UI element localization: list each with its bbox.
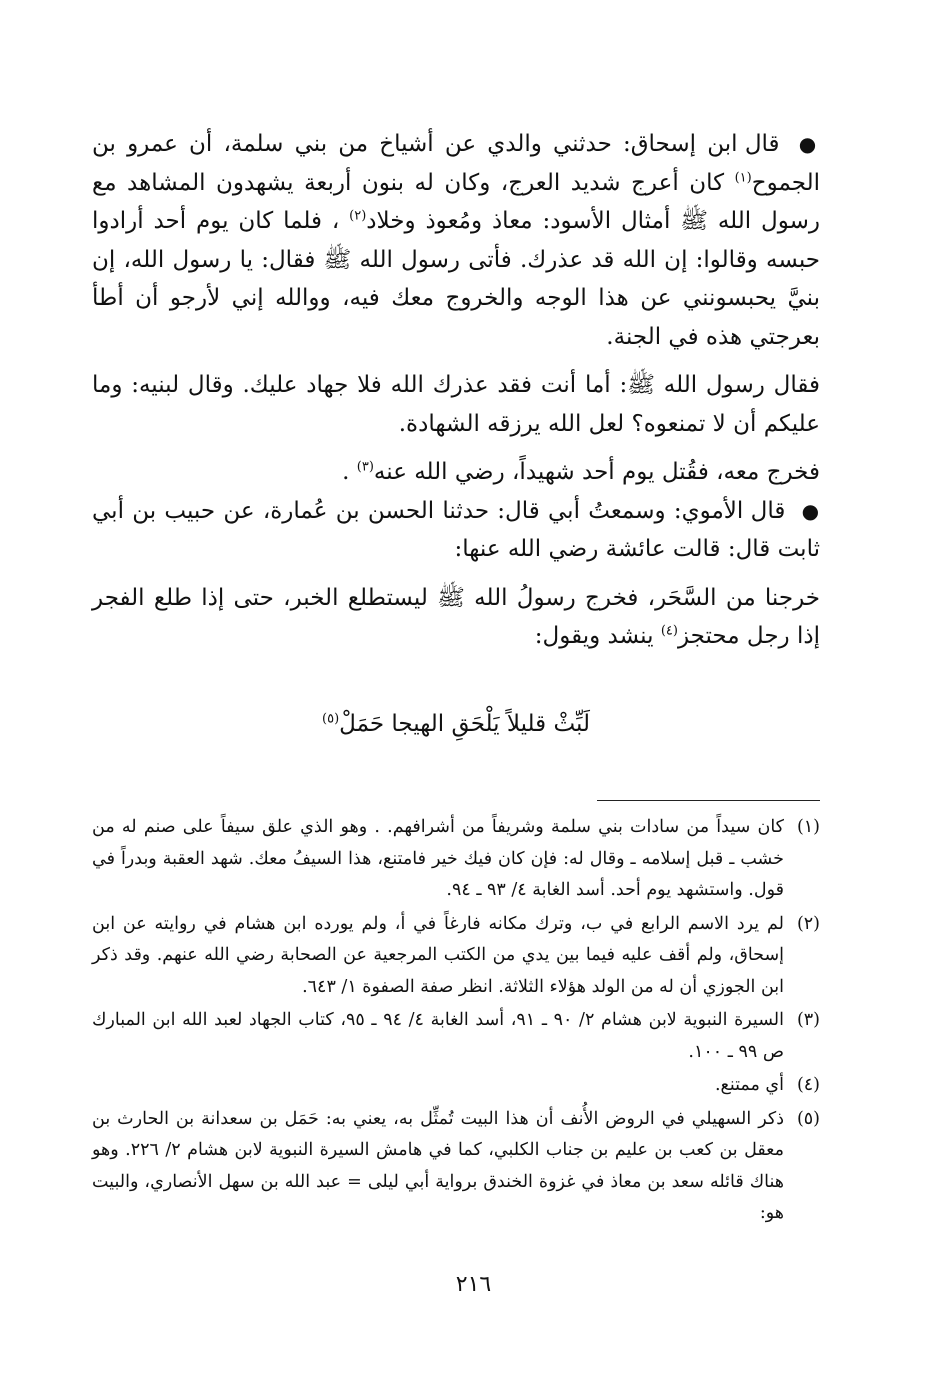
footnote-divider — [597, 800, 820, 801]
paragraph-text: خرجنا من السَّحَر، فخرج رسولُ الله ﷺ ليستطلع الخبر، حتى إذا طلع الفجر إذا رجل محتجز — [92, 584, 820, 649]
bullet-icon: ● — [801, 498, 821, 523]
paragraph-ibn-ishaq — [92, 125, 820, 356]
paragraph-text: كان أعرج شديد العرج، وكان له بنون أربعة يشهدون المشاهد مع رسول الله ﷺ أمثال الأسود: معاذ ومُعوذ وخلاد — [92, 169, 820, 234]
paragraph-text: قال الأموي: وسمعتُ أبي قال: حدثنا الحسن بن عُمارة، عن حبيب بن أبي ثابت قال: قالت عائشة رضي الله عنها: — [92, 497, 820, 562]
poem-verse — [92, 705, 820, 743]
paragraph-martyrdom — [92, 453, 820, 492]
footnote-text: أي ممتنع. — [714, 1075, 784, 1095]
footnote-number: (٥) — [796, 1108, 820, 1129]
paragraph-text: فقال رسول الله ﷺ: أما أنت فقد عذرك الله فلا جهاد عليك. وقال لبنيه: وما عليكم أن لا تمنعوه؟ لعل الله يرزقه الشهادة. — [92, 372, 820, 437]
paragraph-text: ينشد ويقول: — [534, 623, 661, 649]
footnote-number: (٣) — [796, 1010, 820, 1030]
paragraph-text: قال ابن إسحاق: حدثني والدي عن أشياخ من بني سلمة، أن عمرو بن الجموح — [92, 131, 820, 196]
footnote-item — [92, 812, 820, 907]
paragraph-prophet-reply — [92, 366, 820, 443]
footnote-text: لم يرد الاسم الرابع في ب، وترك مكانه فارغاً في أ، ولم يورده ابن هشام في روايته عن ابن إسحاق، ولم أقف عليه فيما بين يدي من الكتب المرجعية عن الصحابة رضي الله عنهم. وقد ذكر ابن الجوزي أن له من الولد هؤلاء الثلاثة. انظر صفة الصفوة ١/ ٦٤٣. — [92, 913, 784, 997]
verse-text: لَبِّثْ قليلاً يَلْحَقِ الهيجا حَمَلْ — [339, 711, 590, 737]
footnote-number: (٢) — [796, 913, 820, 934]
paragraph-aisha — [92, 579, 820, 656]
paragraph-text: ، فلما كان يوم أحد أرادوا حبسه وقالوا: إن الله قد عذرك. فأتى رسول الله ﷺ فقال: يا رسول الله، إن بنيَّ يحبسونني عن هذا الوجه والخروج معك فيه، ووالله إني لأرجو أن أطأ بعرجتي هذه في الجنة. — [92, 208, 820, 350]
footnote-item — [92, 1070, 820, 1102]
paragraph-text: . — [342, 459, 357, 485]
footnote-text: كان سيداً من سادات بني سلمة وشريفاً من أشرافهم. . وهو الذي علق سيفاً على صنم له من خشب ـ قبل إسلامه ـ وقال له: فإن كان فيك خير فامتنع، هذا السيفُ معك. شهد العقبة وبدراً في قول. واستشهد يوم أحد. أسد الغابة ٤/ ٩٣ ـ ٩٤. — [92, 817, 784, 900]
main-text — [92, 125, 820, 656]
footnote-number: (١) — [796, 817, 820, 837]
page-number: ٢١٦ — [455, 1272, 492, 1297]
footnote-text: السيرة النبوية لابن هشام ٢/ ٩٠ ـ ٩١، أسد الغابة ٤/ ٩٤ ـ ٩٥، كتاب الجهاد لعبد الله ابن المبارك ص ٩٩ ـ ١٠٠. — [92, 1010, 785, 1062]
footnote-ref: (١) — [734, 169, 752, 185]
footnote-item — [92, 1005, 820, 1068]
footnote-item — [92, 1104, 820, 1230]
footnote-text: ذكر السهيلي في الروض الأُنف أن هذا البيت تُمثِّل به، يعني به: حَمَل بن سعدانة بن الحارث بن معقل بن كعب بن عليم بن جناب الكلبي، كما في هامش السيرة النبوية لابن هشام ٢/ ٢٢٦. وهو هناك قائله سعد بن معاذ في غزوة الخندق برواية أبي ليلى = عبد الله بن سهل الأنصاري، والبيت هو: — [92, 1108, 784, 1223]
footnote-item — [92, 909, 820, 1004]
footnote-number: (٤) — [796, 1075, 820, 1095]
footnote-ref: (٢) — [349, 208, 367, 224]
footnote-ref: (٥) — [322, 711, 340, 727]
paragraph-umawi — [92, 492, 820, 569]
footnote-ref: (٣) — [356, 459, 374, 475]
footnotes — [92, 812, 820, 1232]
paragraph-text: فخرج معه، فقُتل يوم أحد شهيداً، رضي الله عنه — [373, 459, 820, 485]
footnote-ref: (٤) — [660, 623, 678, 639]
bullet-icon: ● — [798, 132, 821, 156]
